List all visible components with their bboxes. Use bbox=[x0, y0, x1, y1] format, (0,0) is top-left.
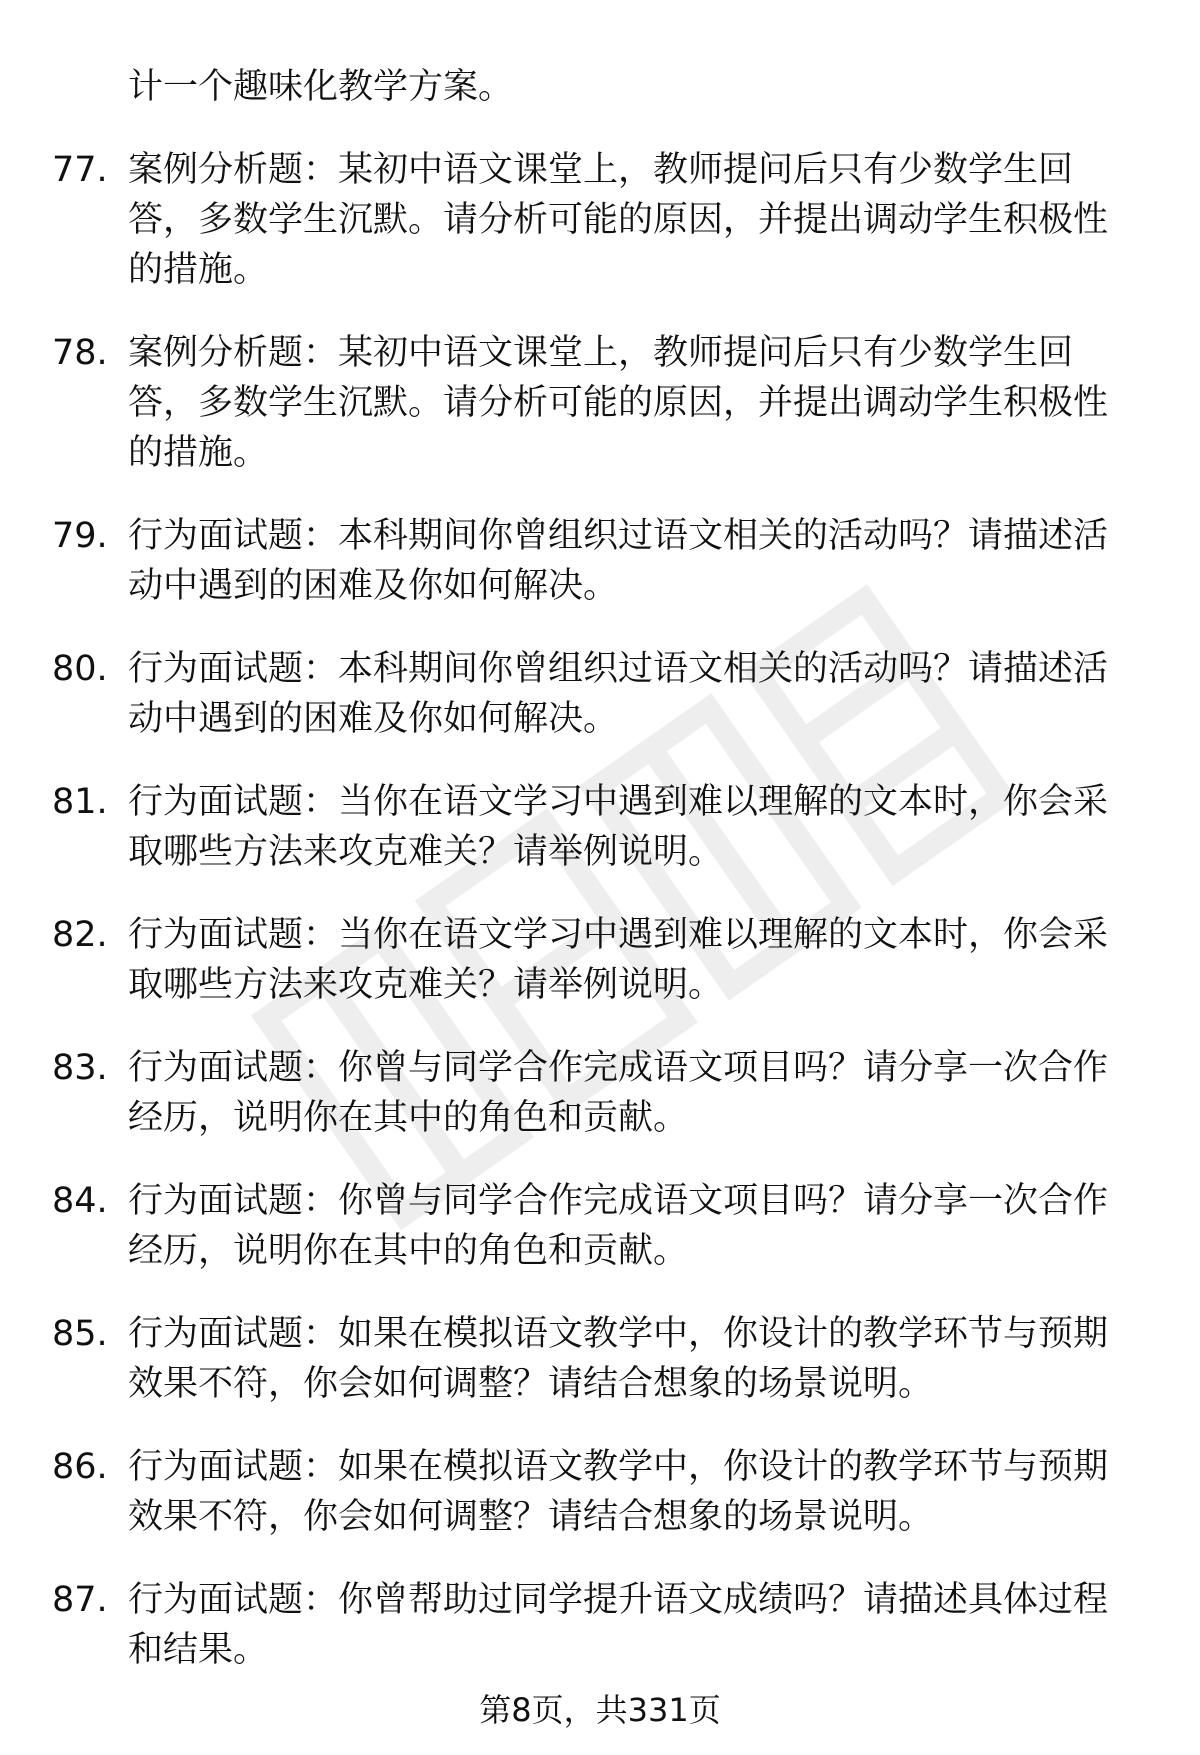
question-text: 行为面试题：你曾与同学合作完成语文项目吗？请分享一次合作经历，说明你在其中的角色和贡献。 bbox=[128, 1048, 1109, 1138]
question-text: 行为面试题：你曾与同学合作完成语文项目吗？请分享一次合作经历，说明你在其中的角色和贡献。 bbox=[128, 1181, 1109, 1271]
question-text: 案例分析题：某初中语文课堂上，教师提问后只有少数学生回答，多数学生沉默。请分析可能的原因，并提出调动学生积极性的措施。 bbox=[128, 150, 1109, 290]
question-number: 85. bbox=[52, 1314, 108, 1354]
question-text: 行为面试题：你曾帮助过同学提升语文成绩吗？请描述具体过程和结果。 bbox=[128, 1580, 1109, 1670]
question-item bbox=[0, 777, 1200, 877]
question-item bbox=[0, 1442, 1200, 1542]
question-item bbox=[0, 1043, 1200, 1143]
question-item bbox=[0, 1309, 1200, 1409]
question-text: 行为面试题：如果在模拟语文教学中，你设计的教学环节与预期效果不符，你会如何调整？请结合想象的场景说明。 bbox=[128, 1447, 1109, 1537]
question-list bbox=[0, 62, 1200, 1708]
question-item bbox=[0, 644, 1200, 744]
question-item bbox=[0, 145, 1200, 295]
question-number: 82. bbox=[52, 915, 108, 955]
question-text: 行为面试题：如果在模拟语文教学中，你设计的教学环节与预期效果不符，你会如何调整？请结合想象的场景说明。 bbox=[128, 1314, 1109, 1404]
question-number: 83. bbox=[52, 1048, 108, 1088]
question-text: 行为面试题：本科期间你曾组织过语文相关的活动吗？请描述活动中遇到的困难及你如何解决。 bbox=[128, 516, 1109, 606]
question-text: 案例分析题：某初中语文课堂上，教师提问后只有少数学生回答，多数学生沉默。请分析可能的原因，并提出调动学生积极性的措施。 bbox=[128, 333, 1109, 473]
question-number: 84. bbox=[52, 1181, 108, 1221]
question-number: 77. bbox=[52, 150, 108, 190]
question-item bbox=[0, 1176, 1200, 1276]
question-text: 行为面试题：当你在语文学习中遇到难以理解的文本时，你会采取哪些方法来攻克难关？请举例说明。 bbox=[128, 915, 1109, 1005]
question-number: 78. bbox=[52, 333, 108, 373]
question-item bbox=[0, 1575, 1200, 1675]
question-text: 行为面试题：本科期间你曾组织过语文相关的活动吗？请描述活动中遇到的困难及你如何解决。 bbox=[128, 649, 1109, 739]
question-text: 行为面试题：当你在语文学习中遇到难以理解的文本时，你会采取哪些方法来攻克难关？请举例说明。 bbox=[128, 782, 1109, 872]
question-item bbox=[0, 511, 1200, 611]
question-number: 80. bbox=[52, 649, 108, 689]
continuation-text: 计一个趣味化教学方案。 bbox=[128, 67, 514, 107]
question-number: 87. bbox=[52, 1580, 108, 1620]
question-number: 86. bbox=[52, 1447, 108, 1487]
question-number: 79. bbox=[52, 516, 108, 556]
question-number: 81. bbox=[52, 782, 108, 822]
question-item bbox=[0, 328, 1200, 478]
question-item bbox=[0, 910, 1200, 1010]
page-number-footer: 第8页，共331页 bbox=[479, 1691, 721, 1729]
